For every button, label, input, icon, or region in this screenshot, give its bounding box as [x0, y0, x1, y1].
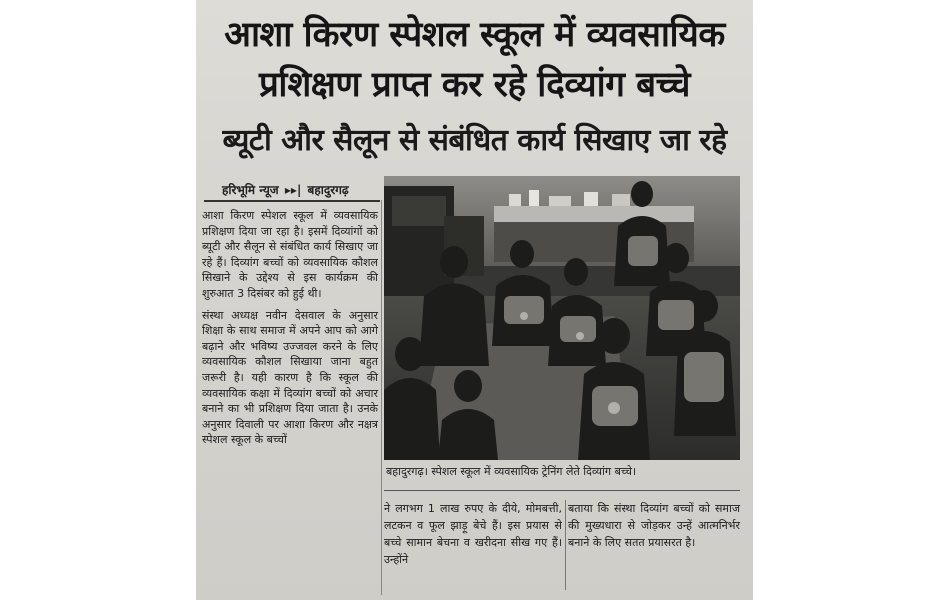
column-divider-2	[565, 500, 566, 590]
news-photo	[384, 176, 740, 460]
classroom-photo-illustration	[384, 176, 740, 460]
column-divider	[381, 200, 382, 595]
byline-place: बहादुरगढ़	[307, 183, 349, 197]
headline-line-1: आशा किरण स्पेशल स्कूल में व्यवसायिक	[224, 15, 725, 55]
caption-rule	[384, 490, 740, 491]
photo-caption: बहादुरगढ़। स्पेशल स्कूल में व्यवसायिक ट्रेनिंग लेते दिव्यांग बच्चे।	[386, 465, 637, 478]
newspaper-clipping	[196, 0, 753, 600]
byline-rule	[204, 200, 380, 202]
subheadline: ब्यूटी और सैलून से संबंधित कार्य सिखाए जा रहे	[222, 123, 727, 158]
paragraph-quote: संस्था अध्यक्ष नवीन देसवाल के अनुसार शिक्षा के साथ समाज में अपने आप को आगे बढ़ाने और भविष्य उज्जवल करने के लिए व्यवसायिक कौशल सिखाया जाना बहुत जरूरी है। यही कारण है कि स्कूल की व्यवसायिक कक्षा में दिव्यांग बच्चों को अचार बनाने का भी प्रशिक्षण दिया जाता है। उनके अनुसार दिवाली पर आशा किरण और नक्षत्र स्पेशल स्कूल के बच्चों	[202, 308, 378, 447]
byline-separator: ▸▸|	[284, 183, 302, 197]
byline-source: हरिभूमि न्यूज	[222, 183, 279, 197]
paragraph-intro: आशा किरण स्पेशल स्कूल में व्यवसायिक प्रशिक्षण दिया जा रहा है। इसमें दिव्यांगों को ब्यूटी और सैलून से संबंधित कार्य सिखाए जा रहे हैं। दिव्यांग बच्चों को व्यवसायिक कौशल सिखाने के उद्देश्य से इस कार्यक्रम की शुरुआत 3 दिसंबर को हुई थी।	[202, 209, 378, 300]
article-column-3: बताया कि संस्था दिव्यांग बच्चों को समाज की मुख्यधारा से जोड़कर उन्हें आत्मनिर्भर बनाने के लिए सतत प्रयासरत है।	[568, 502, 740, 549]
article-column-2: ने लगभग 1 लाख रुपए के दीये, मोमबत्ती, लटकन व फूल झाड़ू बेचे हैं। इस प्रयास से बच्चे सामान बेचना व खरीदना सीख गए हैं। उन्होंने	[384, 502, 562, 566]
headline-line-2: प्रशिक्षण प्राप्त कर रहे दिव्यांग बच्चे	[258, 65, 690, 105]
byline	[222, 181, 349, 198]
article-column-1	[202, 208, 378, 454]
